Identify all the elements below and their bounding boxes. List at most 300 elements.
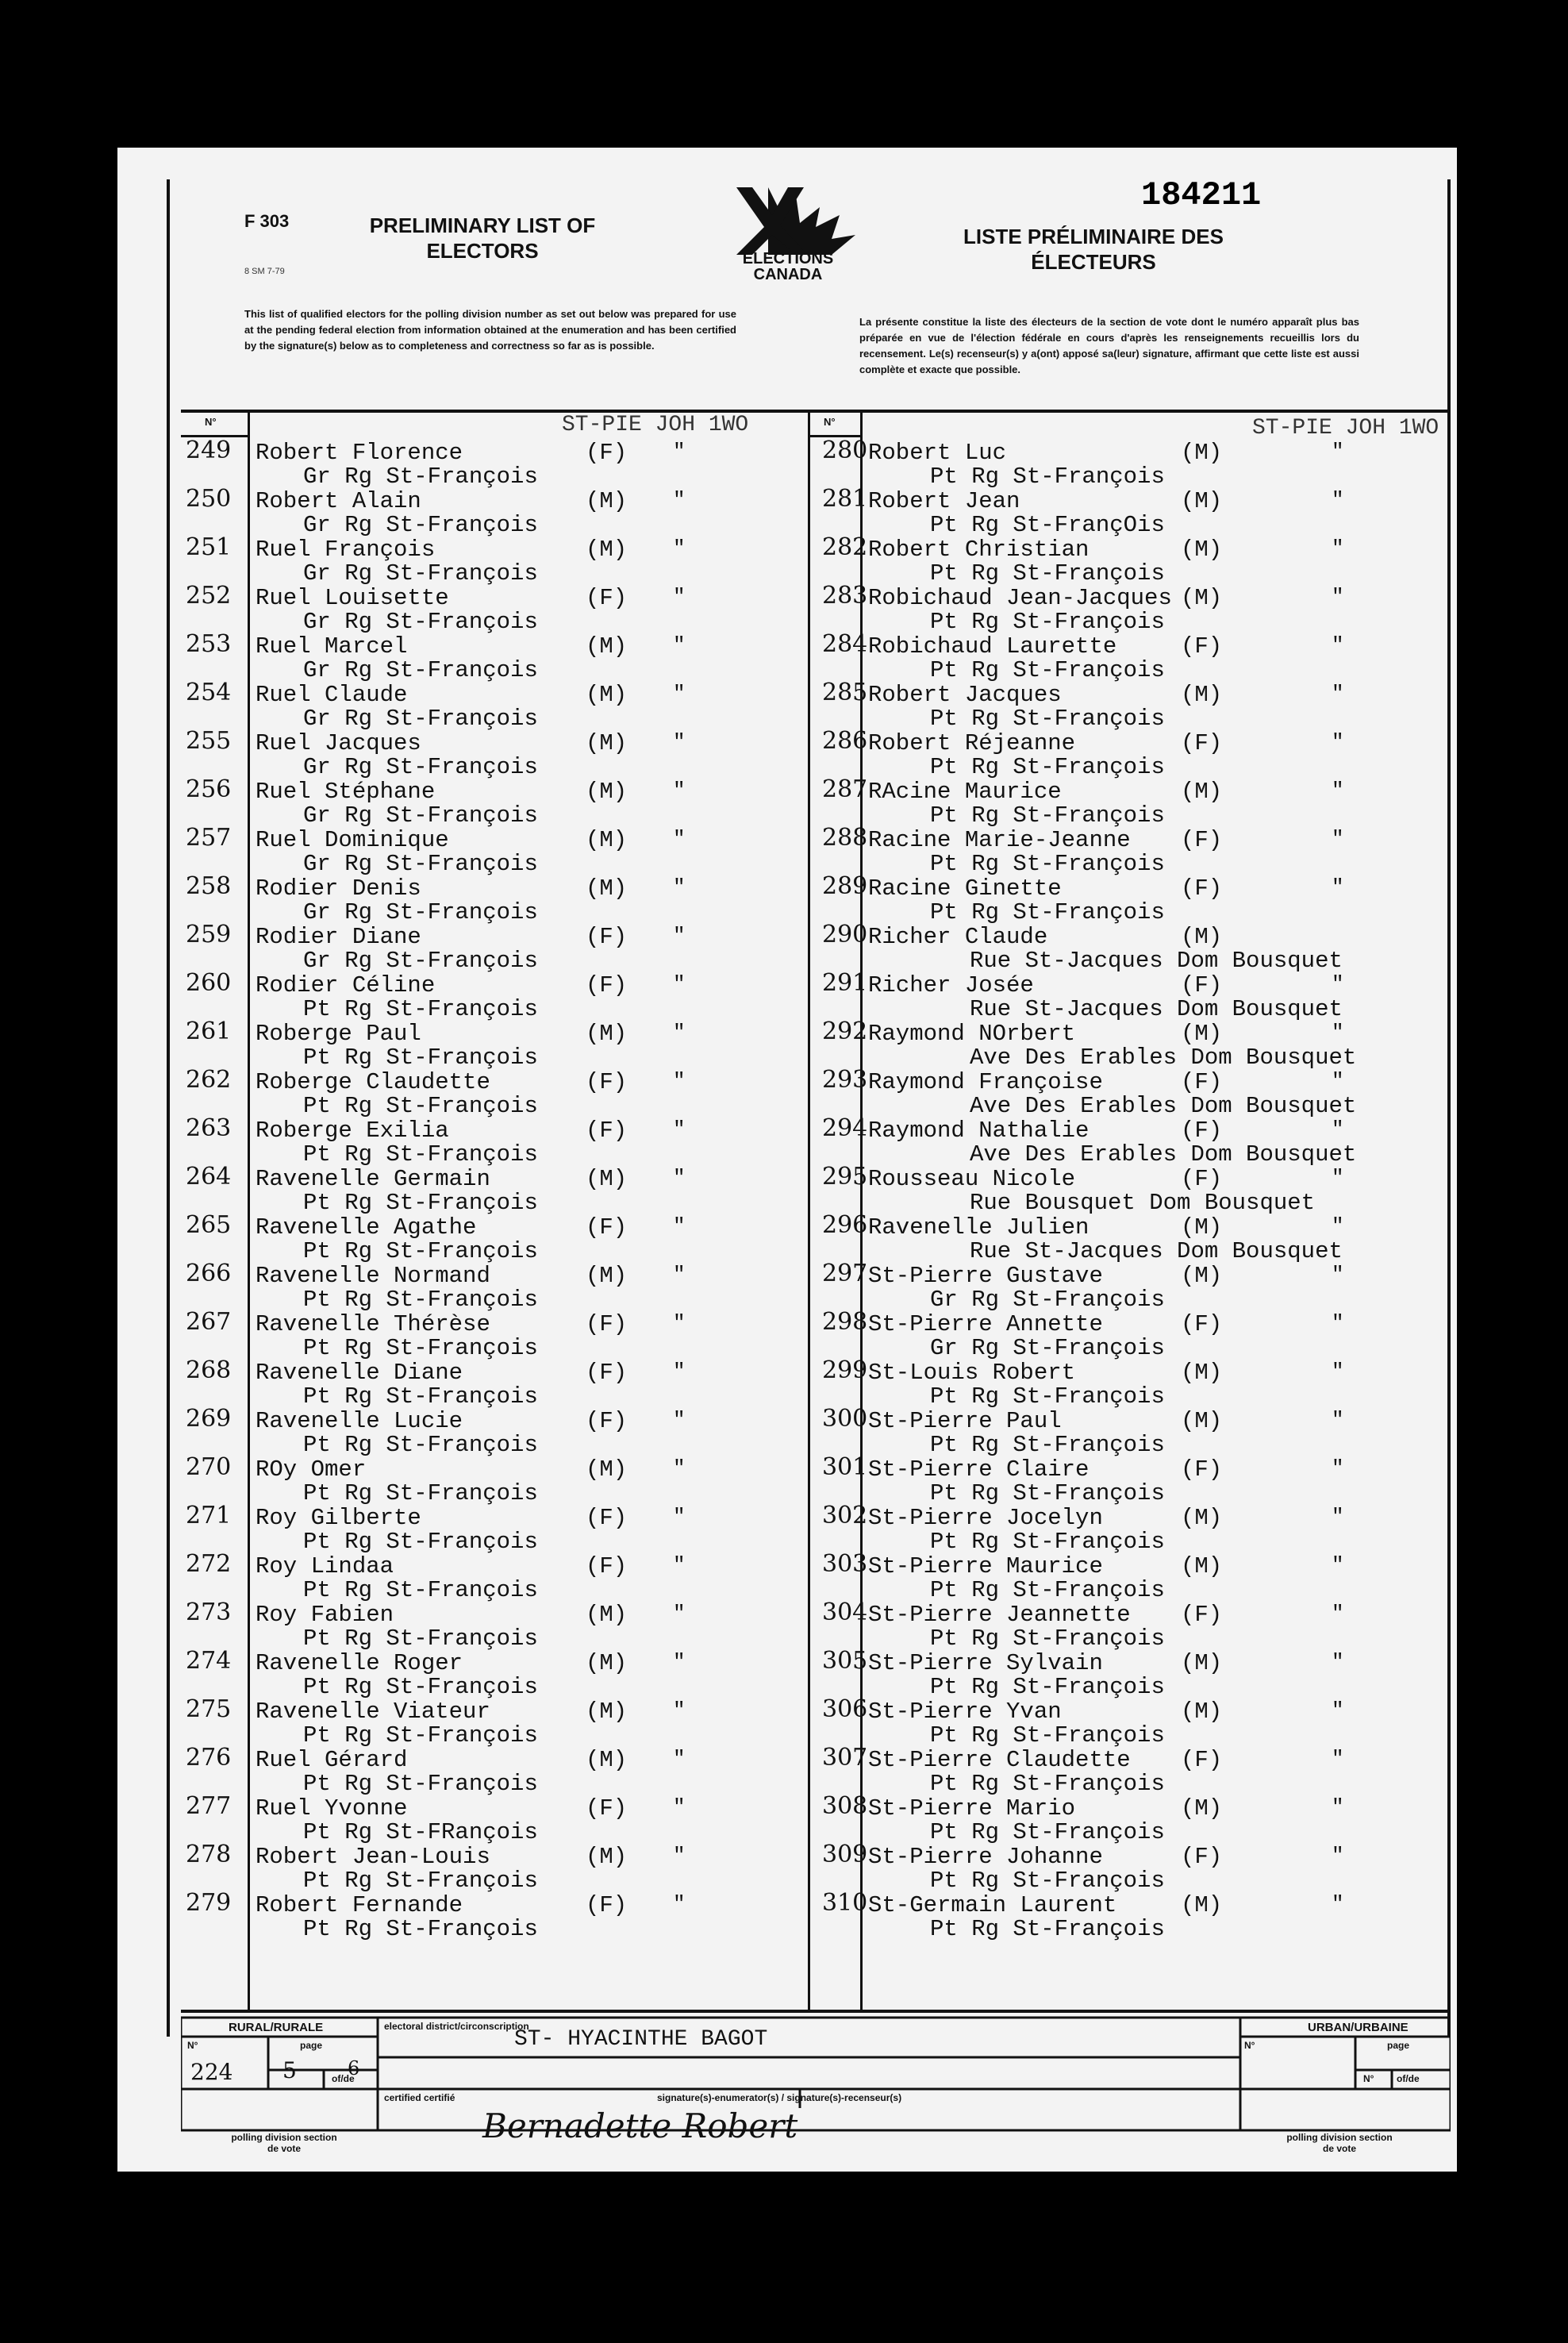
form-sub: 8 SM 7-79 <box>244 267 285 276</box>
elector-number: 274 <box>186 1647 232 1675</box>
elector-number: 278 <box>186 1841 232 1868</box>
left-number-divider <box>248 413 250 2010</box>
ditto-mark: " <box>673 1747 686 1771</box>
elector-sex: (F) <box>586 1505 628 1531</box>
elector-name: Racine Ginette <box>868 875 1062 902</box>
elector-name: Roberge Exilia <box>256 1118 449 1144</box>
ditto-mark: " <box>1332 1166 1344 1190</box>
elector-number: 250 <box>186 485 232 513</box>
elector-number: 302 <box>822 1502 868 1529</box>
left-district-heading: ST-PIE JOH 1WO <box>562 413 749 437</box>
urban-no-label: N° <box>1244 2040 1255 2051</box>
elector-sex: (F) <box>586 1214 628 1241</box>
elector-address: Pt Rg St-François <box>303 1480 538 1506</box>
logo-text-line-1: ELECTIONS <box>742 250 834 267</box>
elector-name: Rodier Diane <box>256 924 421 950</box>
district-label: electoral district/circonscription <box>384 2021 529 2032</box>
ditto-mark: " <box>673 730 686 754</box>
elector-name: Ruel Louisette <box>256 585 449 611</box>
ditto-mark: " <box>1332 972 1344 996</box>
elector-sex: (M) <box>1181 1699 1223 1725</box>
elector-number: 255 <box>186 727 232 755</box>
elector-name: Ravenelle Viateur <box>256 1699 490 1725</box>
elector-name: Rodier Denis <box>256 875 421 902</box>
elector-name: Roberge Paul <box>256 1021 421 1047</box>
elector-number: 256 <box>186 775 232 803</box>
elector-name: Robert Jean <box>868 488 1020 514</box>
elector-number: 266 <box>186 1260 232 1287</box>
elector-sex: (F) <box>1181 1844 1223 1870</box>
elector-name: Ravenelle Diane <box>256 1360 463 1386</box>
elector-address: Pt Rg St-François <box>930 1480 1165 1506</box>
elector-address: Pt Rg St-François <box>930 754 1165 780</box>
ditto-mark: " <box>1332 1795 1344 1819</box>
elector-sex: (F) <box>586 1118 628 1144</box>
ditto-mark: " <box>673 1263 686 1287</box>
elector-name: Roy Lindaa <box>256 1553 394 1579</box>
ditto-mark: " <box>673 537 686 560</box>
elector-address: Ave Des Erables Dom Bousquet <box>970 1045 1357 1071</box>
intro-en: This list of qualified electors for the polling division number as set out below was prepared for use at the pending federal election from information obtained at the enumeration and has been certified by the signature(s) below as to completeness and correctness so far as is possible. <box>244 308 736 352</box>
elector-address: Gr Rg St-François <box>303 802 538 829</box>
ditto-mark: " <box>673 440 686 464</box>
elector-sex: (M) <box>586 1747 628 1773</box>
elector-number: 269 <box>186 1405 232 1433</box>
elector-address: Pt Rg St-François <box>303 1771 538 1797</box>
elector-address: Pt Rg St-FRançois <box>303 1819 538 1845</box>
elector-number: 270 <box>186 1453 232 1481</box>
center-divider-1 <box>808 413 810 2010</box>
elector-number: 306 <box>822 1695 868 1723</box>
elector-sex: (M) <box>586 682 628 708</box>
elector-address: Pt Rg St-François <box>930 657 1165 683</box>
elector-number: 259 <box>186 921 232 948</box>
ditto-mark: " <box>673 1650 686 1674</box>
rural-no-label: N° <box>187 2040 198 2051</box>
elector-sex: (F) <box>1181 1602 1223 1628</box>
elector-name: Ruel Stéphane <box>256 779 436 805</box>
elector-sex: (M) <box>586 633 628 660</box>
elector-name: Ravenelle Germain <box>256 1166 490 1192</box>
serial-number: 184211 <box>1141 176 1262 214</box>
elector-sex: (M) <box>1181 440 1223 466</box>
ditto-mark: " <box>1332 1311 1344 1335</box>
elector-number: 286 <box>822 727 868 755</box>
elector-address: Gr Rg St-François <box>930 1335 1165 1361</box>
elector-name: Ravenelle Agathe <box>256 1214 477 1241</box>
elector-sex: (M) <box>586 1021 628 1047</box>
elector-address: Pt Rg St-François <box>303 1287 538 1313</box>
elector-sex: (M) <box>1181 1795 1223 1822</box>
elector-address: Pt Rg St-François <box>930 1432 1165 1458</box>
elector-sex: (F) <box>586 972 628 998</box>
elector-number: 292 <box>822 1018 868 1045</box>
elector-number: 296 <box>822 1211 868 1239</box>
elector-sex: (M) <box>586 1263 628 1289</box>
elector-sex: (F) <box>586 924 628 950</box>
elector-address: Pt Rg St-François <box>930 1674 1165 1700</box>
elector-number: 284 <box>822 630 868 658</box>
ditto-mark: " <box>673 1069 686 1093</box>
elector-number: 263 <box>186 1114 232 1142</box>
elector-number: 298 <box>822 1308 868 1336</box>
elector-address: Pt Rg St-François <box>930 1771 1165 1797</box>
elector-address: Pt Rg St-François <box>930 464 1165 490</box>
ditto-mark: " <box>673 488 686 512</box>
elector-number: 275 <box>186 1695 232 1723</box>
elector-number: 272 <box>186 1550 232 1578</box>
title-en-line-1: PRELIMINARY LIST OF <box>369 214 596 237</box>
elector-address: Pt Rg St-François <box>930 1916 1165 1942</box>
elector-sex: (F) <box>1181 972 1223 998</box>
elector-number: 257 <box>186 824 232 852</box>
elector-name: Robert Fernande <box>256 1892 463 1918</box>
elector-sex: (M) <box>586 537 628 563</box>
ditto-mark: " <box>673 682 686 706</box>
elector-address: Rue St-Jacques Dom Bousquet <box>970 1238 1343 1264</box>
elector-name: Richer Josée <box>868 972 1034 998</box>
enumerator-signature: Bernadette Robert <box>482 2106 798 2145</box>
page-of-number: 6 <box>348 2057 360 2079</box>
elector-name: Ravenelle Julien <box>868 1214 1090 1241</box>
elector-address: Pt Rg St-François <box>303 1722 538 1749</box>
elector-number: 265 <box>186 1211 232 1239</box>
signature-label: signature(s)-enumerator(s) / signature(s)-recenseur(s) <box>657 2092 902 2103</box>
elector-number: 308 <box>822 1792 868 1820</box>
title-en-line-2: ELECTORS <box>426 239 539 263</box>
ditto-mark: " <box>1332 1844 1344 1868</box>
elector-name: St-Pierre Yvan <box>868 1699 1062 1725</box>
elector-name: Robert Réjeanne <box>868 730 1076 756</box>
elector-name: Roy Gilberte <box>256 1505 421 1531</box>
elector-number: 285 <box>822 679 868 706</box>
elector-sex: (M) <box>1181 1553 1223 1579</box>
elector-sex: (F) <box>586 585 628 611</box>
elector-name: Robert Alain <box>256 488 421 514</box>
elector-sex: (F) <box>1181 730 1223 756</box>
ditto-mark: " <box>1332 1069 1344 1093</box>
elector-number: 304 <box>822 1599 868 1626</box>
elector-sex: (F) <box>1181 1166 1223 1192</box>
elector-sex: (M) <box>586 730 628 756</box>
ditto-mark: " <box>1332 1892 1344 1916</box>
elector-address: Pt Rg St-François <box>303 1916 538 1942</box>
elector-number: 251 <box>186 533 232 561</box>
elector-number: 300 <box>822 1405 868 1433</box>
elector-address: Ave Des Erables Dom Bousquet <box>970 1093 1357 1119</box>
elector-name: Roy Fabien <box>256 1602 394 1628</box>
urban-polling-label: polling division section de vote <box>1286 2132 1393 2154</box>
elector-sex: (F) <box>1181 827 1223 853</box>
elector-number: 252 <box>186 582 232 610</box>
ditto-mark: " <box>673 1553 686 1577</box>
elector-sex: (M) <box>1181 1505 1223 1531</box>
elector-name: Robert Florence <box>256 440 463 466</box>
district-value: ST- HYACINTHE BAGOT <box>514 2027 768 2052</box>
elector-address: Pt Rg St-François <box>930 1625 1165 1652</box>
electors-list-sheet <box>117 148 1457 2172</box>
elector-address: Pt Rg St-François <box>303 1045 538 1071</box>
elector-sex: (M) <box>1181 537 1223 563</box>
elector-number: 273 <box>186 1599 232 1626</box>
ditto-mark: " <box>1332 1553 1344 1577</box>
elector-address: Pt Rg St-François <box>930 1819 1165 1845</box>
elector-name: St-Louis Robert <box>868 1360 1076 1386</box>
elector-sex: (F) <box>1181 1118 1223 1144</box>
elector-name: St-Pierre Annette <box>868 1311 1103 1337</box>
ditto-mark: " <box>1332 1263 1344 1287</box>
elector-sex: (F) <box>586 1553 628 1579</box>
title-fr-line-2: ÉLECTEURS <box>1031 250 1156 274</box>
rural-label: RURAL/RURALE <box>229 2021 324 2034</box>
elector-address: Gr Rg St-François <box>303 948 538 974</box>
urban-label: URBAN/URBAINE <box>1308 2021 1409 2034</box>
form-code: F 303 <box>244 211 290 231</box>
page-number: 5 <box>282 2057 297 2083</box>
elector-sex: (F) <box>1181 1456 1223 1483</box>
elector-address: Pt Rg St-François <box>303 1674 538 1700</box>
elector-address: Gr Rg St-François <box>303 754 538 780</box>
elector-sex: (F) <box>586 1408 628 1434</box>
elector-sex: (F) <box>586 1069 628 1095</box>
title-en <box>340 213 625 264</box>
elector-address: Gr Rg St-François <box>303 851 538 877</box>
elector-address: Pt Rg St-François <box>303 1238 538 1264</box>
right-district-heading: ST-PIE JOH 1WO <box>1252 416 1439 441</box>
elector-sex: (M) <box>1181 1408 1223 1434</box>
rural-page-label: page <box>300 2040 323 2051</box>
elector-name: St-Pierre Claire <box>868 1456 1090 1483</box>
elector-number: 299 <box>822 1356 868 1384</box>
elector-name: St-Pierre Johanne <box>868 1844 1103 1870</box>
elector-number: 297 <box>822 1260 868 1287</box>
ditto-mark: " <box>673 585 686 609</box>
elector-sex: (M) <box>586 488 628 514</box>
elector-name: Ruel Dominique <box>256 827 449 853</box>
elector-sex: (M) <box>1181 585 1223 611</box>
elector-number: 295 <box>822 1163 868 1191</box>
elector-sex: (M) <box>586 1650 628 1676</box>
elector-address: Pt Rg St-François <box>303 1432 538 1458</box>
ditto-mark: " <box>1332 682 1344 706</box>
elector-number: 294 <box>822 1114 868 1142</box>
elector-name: St-Pierre Maurice <box>868 1553 1103 1579</box>
logo-text-line-2: CANADA <box>753 266 823 283</box>
ditto-mark: " <box>673 1892 686 1916</box>
elector-address: Gr Rg St-François <box>303 706 538 732</box>
elector-number: 262 <box>186 1066 232 1094</box>
elector-number: 279 <box>186 1889 232 1917</box>
elector-name: St-Pierre Gustave <box>868 1263 1103 1289</box>
ditto-mark: " <box>1332 488 1344 512</box>
elector-sex: (M) <box>586 1166 628 1192</box>
division-number: 224 <box>190 2059 233 2085</box>
elector-name: Roberge Claudette <box>256 1069 490 1095</box>
elector-name: St-Pierre Mario <box>868 1795 1076 1822</box>
ditto-mark: " <box>1332 1408 1344 1432</box>
elector-sex: (M) <box>586 779 628 805</box>
elector-number: 277 <box>186 1792 232 1820</box>
elector-address: Rue Bousquet Dom Bousquet <box>970 1190 1316 1216</box>
elector-sex: (M) <box>586 875 628 902</box>
elector-sex: (M) <box>1181 779 1223 805</box>
elector-number: 267 <box>186 1308 232 1336</box>
ditto-mark: " <box>1332 1118 1344 1141</box>
elector-number: 307 <box>822 1744 868 1772</box>
elector-address: Pt Rg St-François <box>303 1529 538 1555</box>
elector-number: 254 <box>186 679 232 706</box>
elector-address: Pt Rg St-François <box>303 996 538 1022</box>
ditto-mark: " <box>1332 537 1344 560</box>
elector-address: Gr Rg St-François <box>930 1287 1165 1313</box>
elector-address: Pt Rg St-François <box>930 899 1165 925</box>
elector-number: 289 <box>822 872 868 900</box>
elector-address: Pt Rg St-François <box>930 802 1165 829</box>
elector-number: 261 <box>186 1018 232 1045</box>
elector-address: Pt Rg St-François <box>303 1625 538 1652</box>
elector-name: Ruel Yvonne <box>256 1795 408 1822</box>
ditto-mark: " <box>1332 1505 1344 1529</box>
elector-name: Rodier Céline <box>256 972 436 998</box>
elector-name: St-Pierre Jocelyn <box>868 1505 1103 1531</box>
logo-text <box>721 251 855 283</box>
elector-name: Ruel Jacques <box>256 730 421 756</box>
elector-address: Gr Rg St-François <box>303 609 538 635</box>
urban-no-label-2: N° <box>1363 2073 1374 2084</box>
elector-address: Pt Rg St-François <box>303 1141 538 1168</box>
elector-address: Pt Rg St-François <box>930 1529 1165 1555</box>
ditto-mark: " <box>1332 633 1344 657</box>
ditto-mark: " <box>673 1602 686 1625</box>
elector-name: St-Pierre Jeannette <box>868 1602 1131 1628</box>
rural-polling-label: polling division section de vote <box>231 2132 337 2154</box>
ditto-mark: " <box>1332 1456 1344 1480</box>
left-no-header: N° <box>205 416 217 428</box>
elector-sex: (M) <box>1181 1263 1223 1289</box>
elector-number: 253 <box>186 630 232 658</box>
elector-sex: (F) <box>586 1360 628 1386</box>
elector-number: 287 <box>822 775 868 803</box>
elector-sex: (M) <box>586 1699 628 1725</box>
elector-name: Robichaud Laurette <box>868 633 1117 660</box>
ditto-mark: " <box>673 1699 686 1722</box>
ditto-mark: " <box>673 827 686 851</box>
elector-address: Pt Rg St-François <box>303 1190 538 1216</box>
ditto-mark: " <box>1332 1699 1344 1722</box>
elector-sex: (M) <box>1181 1892 1223 1918</box>
ditto-mark: " <box>673 972 686 996</box>
elector-sex: (M) <box>1181 1650 1223 1676</box>
elector-sex: (M) <box>1181 1021 1223 1047</box>
elector-address: Pt Rg St-François <box>303 1383 538 1410</box>
elector-sex: (M) <box>1181 488 1223 514</box>
intro-fr: La présente constitue la liste des électeurs de la section de vote dont le numéro apparaît plus bas préparée en vue de l'élection fédérale en cours d'après les renseignements recueillis lors du recensement. Le(s) recenseur(s) y a(ont) apposé sa(leur) signature, affirmant que cette liste est aussi complète et exacte que possible. <box>859 316 1359 375</box>
elector-address: Pt Rg St-François <box>303 1868 538 1894</box>
elector-sex: (M) <box>1181 682 1223 708</box>
ditto-mark: " <box>1332 875 1344 899</box>
elector-name: Robert Jacques <box>868 682 1062 708</box>
elector-number: 305 <box>822 1647 868 1675</box>
elector-sex: (M) <box>586 1602 628 1628</box>
elector-name: Robert Luc <box>868 440 1007 466</box>
elector-sex: (M) <box>1181 1360 1223 1386</box>
elector-name: Raymond Nathalie <box>868 1118 1090 1144</box>
elector-name: Richer Claude <box>868 924 1048 950</box>
elector-address: Rue St-Jacques Dom Bousquet <box>970 996 1343 1022</box>
elector-number: 288 <box>822 824 868 852</box>
elector-number: 291 <box>822 969 868 997</box>
right-no-header: N° <box>824 416 836 428</box>
elector-name: St-Pierre Paul <box>868 1408 1062 1434</box>
elector-number: 271 <box>186 1502 232 1529</box>
elector-number: 268 <box>186 1356 232 1384</box>
elector-address: Rue St-Jacques Dom Bousquet <box>970 948 1343 974</box>
ditto-mark: " <box>673 1360 686 1383</box>
ditto-mark: " <box>1332 585 1344 609</box>
elector-sex: (M) <box>586 827 628 853</box>
elector-name: RAcine Maurice <box>868 779 1062 805</box>
elector-name: Ruel Claude <box>256 682 408 708</box>
ditto-mark: " <box>673 875 686 899</box>
urban-of-label: of/de <box>1397 2073 1420 2084</box>
elector-address: Pt Rg St-François <box>303 1577 538 1603</box>
elector-number: 293 <box>822 1066 868 1094</box>
elector-name: Robichaud Jean-Jacques <box>868 585 1172 611</box>
ditto-mark: " <box>673 1795 686 1819</box>
ditto-mark: " <box>1332 440 1344 464</box>
electors-table <box>181 410 1451 2013</box>
elector-sex: (F) <box>586 1311 628 1337</box>
elector-name: Ruel Marcel <box>256 633 408 660</box>
elector-address: Gr Rg St-François <box>303 464 538 490</box>
elector-address: Pt Rg St-François <box>930 560 1165 587</box>
elector-number: 303 <box>822 1550 868 1578</box>
elector-name: Ruel Gérard <box>256 1747 408 1773</box>
elector-address: Pt Rg St-François <box>930 1577 1165 1603</box>
elector-name: Robert Christian <box>868 537 1090 563</box>
elector-name: St-Germain Laurent <box>868 1892 1117 1918</box>
elector-sex: (M) <box>586 1844 628 1870</box>
ditto-mark: " <box>1332 1650 1344 1674</box>
elector-name: Racine Marie-Jeanne <box>868 827 1131 853</box>
elector-name: Raymond NOrbert <box>868 1021 1076 1047</box>
elector-sex: (F) <box>586 1892 628 1918</box>
elector-address: Pt Rg St-François <box>303 1335 538 1361</box>
elector-address: Gr Rg St-François <box>303 512 538 538</box>
elector-number: 264 <box>186 1163 232 1191</box>
elector-sex: (M) <box>1181 924 1223 950</box>
ditto-mark: " <box>673 633 686 657</box>
ditto-mark: " <box>673 1118 686 1141</box>
elector-address: Gr Rg St-François <box>303 560 538 587</box>
elector-sex: (F) <box>1181 1069 1223 1095</box>
title-fr <box>943 224 1244 275</box>
elector-name: St-Pierre Sylvain <box>868 1650 1103 1676</box>
elector-number: 309 <box>822 1841 868 1868</box>
elector-number: 258 <box>186 872 232 900</box>
elector-sex: (F) <box>586 1795 628 1822</box>
elector-address: Pt Rg St-François <box>930 706 1165 732</box>
elector-sex: (F) <box>586 440 628 466</box>
elector-address: Pt Rg St-François <box>930 1383 1165 1410</box>
ditto-mark: " <box>673 1311 686 1335</box>
ditto-mark: " <box>673 924 686 948</box>
elector-name: Ravenelle Thérèse <box>256 1311 490 1337</box>
elector-number: 260 <box>186 969 232 997</box>
ditto-mark: " <box>673 1505 686 1529</box>
ditto-mark: " <box>1332 1021 1344 1045</box>
elector-number: 283 <box>822 582 868 610</box>
